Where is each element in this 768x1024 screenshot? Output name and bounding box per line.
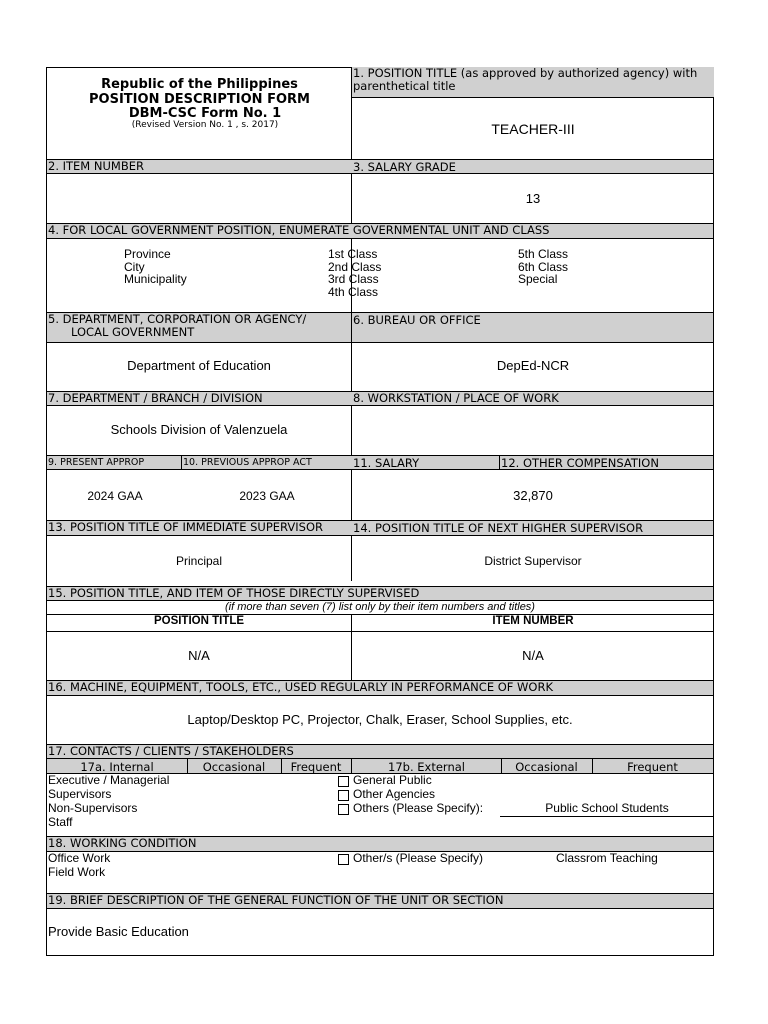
- sec18-header: [47, 836, 713, 852]
- divider-17e: [592, 758, 593, 774]
- col-position-title: POSITION TITLE: [153, 615, 245, 627]
- external-frequent: Frequent: [627, 760, 678, 774]
- internal-contacts: [48, 773, 169, 829]
- form-title: POSITION DESCRIPTION FORM: [89, 92, 310, 107]
- department-label: 5. DEPARTMENT, CORPORATION OR AGENCY/: [48, 312, 307, 326]
- divider-17d: [501, 758, 502, 774]
- divider-17c: [351, 758, 352, 774]
- col-item-number: ITEM NUMBER: [492, 615, 574, 627]
- divider-9-10: [181, 455, 182, 470]
- present-approp-value: 2024 GAA: [87, 489, 143, 503]
- sec4-header: [47, 223, 713, 239]
- others-underline: [500, 816, 714, 817]
- class-5th: 5th Class: [518, 247, 569, 261]
- lgu-city: City: [124, 259, 145, 274]
- division-value: Schools Division of Valenzuela: [110, 422, 288, 437]
- contact-general-public: General Public: [353, 773, 432, 787]
- contact-supervisors: Supervisors: [48, 787, 112, 801]
- class-6th: 6th Class: [518, 259, 569, 274]
- sec16-header: [47, 680, 713, 696]
- equipment-label: 16. MACHINE, EQUIPMENT, TOOLS, ETC., USED REGULARLY IN PERFORMANCE OF WORK: [48, 680, 554, 694]
- immediate-supervisor-value: Principal: [175, 554, 223, 568]
- next-supervisor-value: District Supervisor: [484, 554, 582, 568]
- line-15b: [47, 631, 713, 632]
- condition-field-work: Field Work: [48, 865, 106, 879]
- sec19-header: [47, 893, 713, 909]
- previous-approp-label: 10. PREVIOUS APPROP ACT: [183, 457, 312, 468]
- class-2nd: 2nd Class: [328, 259, 382, 274]
- contact-other-agencies: Other Agencies: [353, 787, 436, 801]
- position-title-label: 1. POSITION TITLE (as approved by authorized agency) with parenthetical title: [353, 67, 698, 93]
- republic-title: Republic of the Philippines: [101, 77, 298, 92]
- item-number-label: 2. ITEM NUMBER: [48, 159, 144, 173]
- position-description-form: [46, 67, 714, 956]
- checkbox-others[interactable]: [338, 804, 349, 815]
- divider-11-12: [499, 455, 500, 470]
- supervised-title-value: N/A: [188, 648, 210, 663]
- sec1-header: [352, 67, 714, 98]
- form-number: DBM-CSC Form No. 1: [128, 106, 282, 121]
- general-function-label: 19. BRIEF DESCRIPTION OF THE GENERAL FUNCTION OF THE UNIT OR SECTION: [48, 893, 504, 907]
- department-value: Department of Education: [127, 358, 271, 373]
- external-contacts: [353, 773, 483, 815]
- workstation-label: 8. WORKSTATION / PLACE OF WORK: [353, 391, 559, 405]
- contact-staff: Staff: [48, 815, 73, 829]
- others-contact-value: Public School Students: [545, 801, 669, 815]
- contact-others: Others (Please Specify):: [353, 801, 484, 815]
- sec15-header: [47, 586, 713, 601]
- checkbox-other-conditions[interactable]: [338, 854, 349, 865]
- lgu-municipality: Municipality: [124, 272, 187, 286]
- directly-supervised-label: 15. POSITION TITLE, AND ITEM OF THOSE DIRECTLY SUPERVISED: [48, 586, 420, 600]
- sec17-header: [47, 744, 713, 759]
- class-3rd: 3rd Class: [328, 272, 379, 286]
- lgu-type-list: [124, 248, 187, 286]
- other-compensation-label: 12. OTHER COMPENSATION: [501, 456, 659, 470]
- checkbox-general-public[interactable]: [338, 776, 349, 787]
- checkbox-other-agencies[interactable]: [338, 790, 349, 801]
- divider-5-6: [351, 312, 352, 343]
- salary-value: 32,870: [513, 488, 553, 503]
- equipment-value: Laptop/Desktop PC, Projector, Chalk, Eraser, School Supplies, etc.: [187, 712, 573, 727]
- next-supervisor-label: 14. POSITION TITLE OF NEXT HIGHER SUPERVISOR: [353, 521, 644, 535]
- present-approp-label: 9. PRESENT APPROP: [48, 457, 145, 468]
- external-occasional: Occasional: [515, 760, 578, 774]
- bureau-label: 6. BUREAU OR OFFICE: [353, 313, 481, 327]
- general-function-value: Provide Basic Education: [48, 924, 189, 939]
- salary-label: 11. SALARY: [353, 456, 420, 470]
- divider-15: [351, 614, 352, 680]
- department-label-line2: LOCAL GOVERNMENT: [71, 325, 195, 339]
- immediate-supervisor-label: 13. POSITION TITLE OF IMMEDIATE SUPERVISOR: [48, 520, 323, 534]
- working-condition-list: [48, 851, 110, 879]
- class-special: Special: [518, 272, 558, 286]
- position-title-value: TEACHER-III: [491, 121, 575, 137]
- external-label: 17b. External: [388, 760, 465, 774]
- working-condition-label: 18. WORKING CONDITION: [48, 836, 197, 850]
- internal-label: 17a. Internal: [80, 760, 154, 774]
- class-1st: 1st Class: [328, 247, 378, 261]
- contact-non-supervisors: Non-Supervisors: [48, 801, 138, 815]
- local-gov-label: 4. FOR LOCAL GOVERNMENT POSITION, ENUMERATE GOVERNMENTAL UNIT AND CLASS: [48, 223, 550, 237]
- supervised-note: (if more than seven (7) list only by their item numbers and titles): [225, 601, 535, 613]
- internal-frequent: Frequent: [290, 760, 342, 774]
- lgu-class-list-2: [518, 248, 568, 286]
- divider-17a: [187, 758, 188, 774]
- bureau-value: DepEd-NCR: [496, 358, 570, 373]
- class-4th: 4th Class: [328, 284, 379, 299]
- other-conditions-value: Classrom Teaching: [556, 851, 658, 865]
- other-conditions-label: Other/s (Please Specify): [353, 851, 484, 865]
- supervised-item-value: N/A: [522, 648, 544, 663]
- previous-approp-value: 2023 GAA: [239, 489, 295, 503]
- internal-occasional: Occasional: [202, 760, 266, 774]
- lgu-province: Province: [124, 247, 171, 261]
- division-label: 7. DEPARTMENT / BRANCH / DIVISION: [48, 391, 263, 405]
- form-revision: (Revised Version No. 1 , s. 2017): [131, 120, 279, 130]
- condition-office-work: Office Work: [48, 851, 111, 865]
- salary-grade-value: 13: [525, 191, 541, 206]
- lgu-class-list-1: [328, 248, 381, 298]
- contacts-label: 17. CONTACTS / CLIENTS / STAKEHOLDERS: [48, 744, 294, 758]
- divider-17b: [281, 758, 282, 774]
- contact-executive: Executive / Managerial: [48, 773, 170, 787]
- salary-grade-label: 3. SALARY GRADE: [353, 160, 456, 174]
